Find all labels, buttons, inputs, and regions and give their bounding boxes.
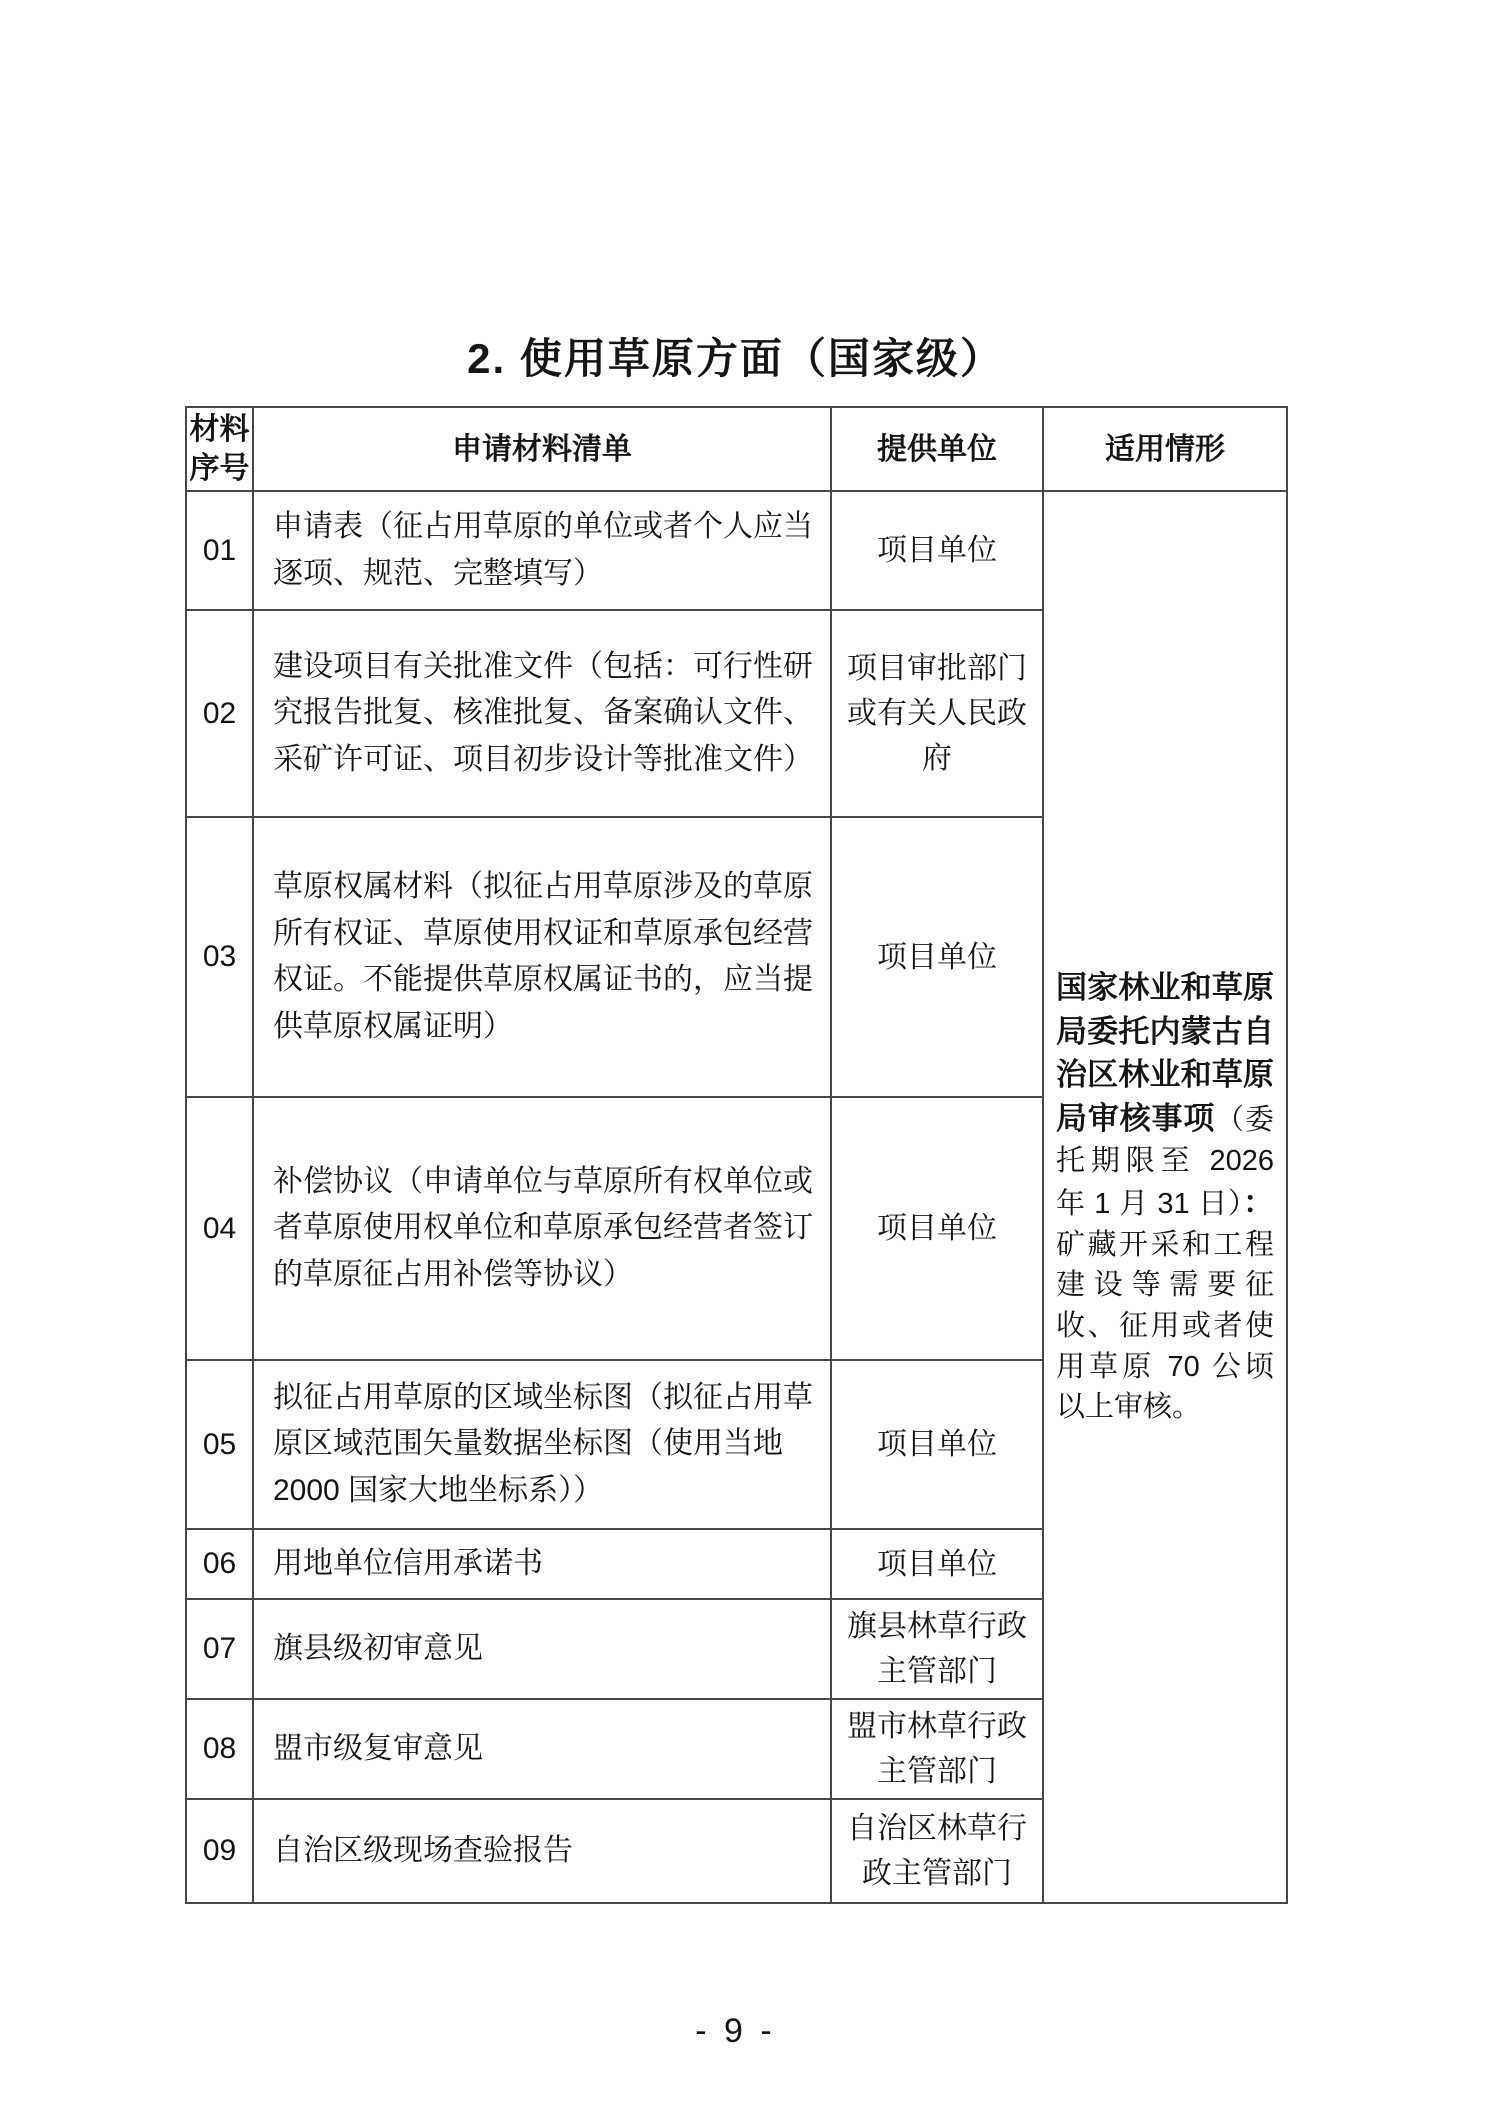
material-no-cell: 06 — [186, 1529, 253, 1599]
material-desc-cell: 盟市级复审意见 — [253, 1699, 831, 1799]
provider-cell: 自治区林草行政主管部门 — [831, 1799, 1043, 1903]
materials-table — [185, 406, 1288, 1904]
material-no-cell: 02 — [186, 610, 253, 817]
material-desc-cell: 建设项目有关批准文件（包括：可行性研究报告批复、核准批复、备案确认文件、采矿许可证、项目初步设计等批准文件） — [253, 610, 831, 817]
provider-cell: 项目单位 — [831, 1529, 1043, 1599]
provider-cell: 项目单位 — [831, 817, 1043, 1097]
material-desc-cell: 用地单位信用承诺书 — [253, 1529, 831, 1599]
applicable-paren-note: （委托期限至 2026 年 1 月 31 日） — [1056, 1104, 1274, 1221]
material-no-cell: 05 — [186, 1360, 253, 1529]
applicable-rest-text: 矿藏开采和工程建设等需要征收、征用或者使用草原 70 公顷以上审核。 — [1056, 1228, 1274, 1424]
material-no-cell: 07 — [186, 1599, 253, 1699]
material-no-cell: 01 — [186, 491, 253, 610]
provider-cell: 项目审批部门或有关人民政府 — [831, 610, 1043, 817]
provider-cell: 项目单位 — [831, 491, 1043, 610]
applicable-bold-colon: ： — [1243, 1185, 1274, 1221]
material-desc-cell: 申请表（征占用草原的单位或者个人应当逐项、规范、完整填写） — [253, 491, 831, 610]
material-no-cell: 09 — [186, 1799, 253, 1903]
table-row — [186, 491, 1287, 610]
header-cell-provider: 提供单位 — [831, 407, 1043, 491]
material-no-cell: 08 — [186, 1699, 253, 1799]
provider-cell: 项目单位 — [831, 1097, 1043, 1360]
header-cell-material-no: 材料序号 — [186, 407, 253, 491]
material-desc-cell: 草原权属材料（拟征占用草原涉及的草原所有权证、草原使用权证和草原承包经营权证。不能提供草原权属证书的，应当提供草原权属证明） — [253, 817, 831, 1097]
table-header-row — [186, 407, 1287, 491]
material-desc-cell: 旗县级初审意见 — [253, 1599, 831, 1699]
applicable-situation-cell — [1043, 491, 1287, 1903]
page-title: 2. 使用草原方面（国家级） — [467, 335, 1004, 382]
header-cell-material-list: 申请材料清单 — [253, 407, 831, 491]
provider-cell: 盟市林草行政主管部门 — [831, 1699, 1043, 1799]
material-no-cell: 03 — [186, 817, 253, 1097]
provider-cell: 旗县林草行政主管部门 — [831, 1599, 1043, 1699]
header-cell-applicable: 适用情形 — [1043, 407, 1287, 491]
provider-cell: 项目单位 — [831, 1360, 1043, 1529]
material-desc-cell: 自治区级现场查验报告 — [253, 1799, 831, 1903]
applicable-bold-lead: 国家林业和草原局委托内蒙古自治区林业和草原局审核事项 — [1056, 970, 1274, 1137]
material-desc-cell: 补偿协议（申请单位与草原所有权单位或者草原使用权单位和草原承包经营者签订的草原征占用补偿等协议） — [253, 1097, 831, 1360]
material-desc-cell: 拟征占用草原的区域坐标图（拟征占用草原区域范围矢量数据坐标图（使用当地 2000 国家大地坐标系）） — [253, 1360, 831, 1529]
page-number: - 9 - — [695, 2012, 776, 2050]
material-no-cell: 04 — [186, 1097, 253, 1360]
